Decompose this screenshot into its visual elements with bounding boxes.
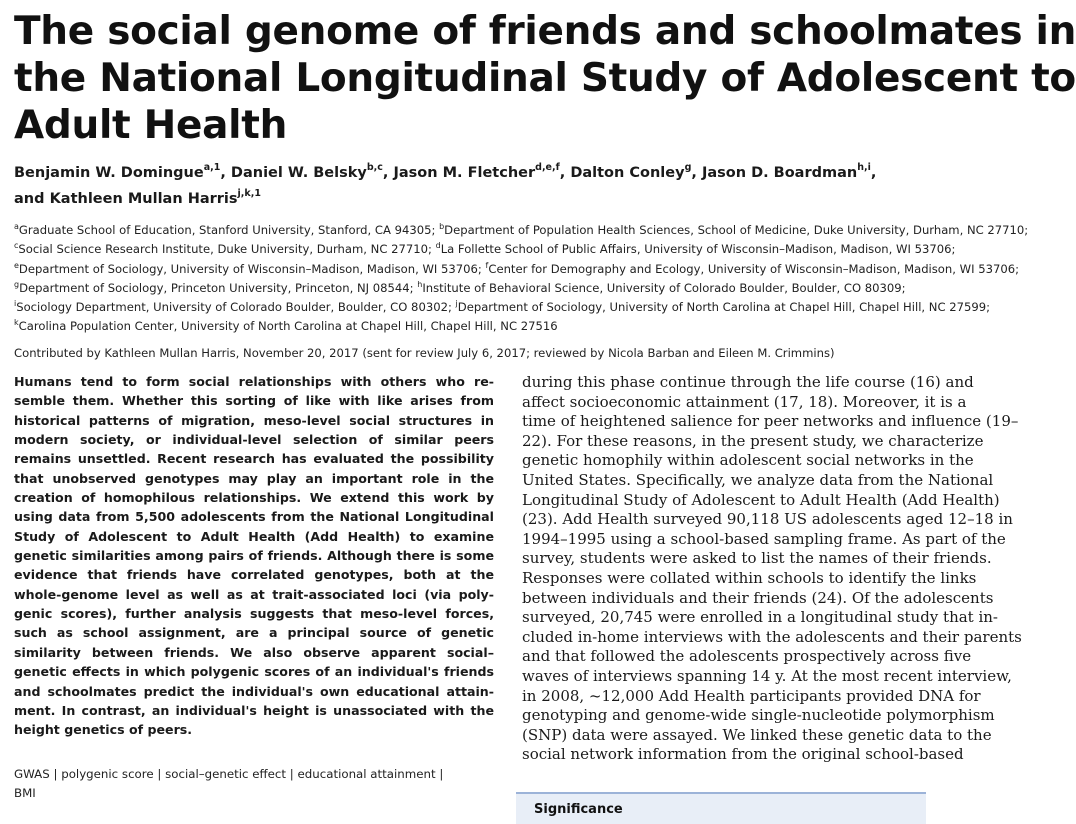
abstract-line: modern society, or individual-level selection of similar peers — [14, 432, 494, 448]
title-line: The social genome of friends and schoolmates in — [14, 9, 1076, 54]
keyword[interactable]: polygenic score — [61, 767, 154, 781]
body-line: 1994–1995 using a school-based sampling frame. As part of the — [522, 529, 1006, 548]
affiliation-sup: b — [439, 222, 445, 231]
body-line: survey, students were asked to list the names of their friends. — [522, 549, 992, 568]
title-line: the National Longitudinal Study of Adolescent to — [14, 56, 1076, 101]
abstract-line: creation of homophilous relationships. We extend this work by — [14, 490, 494, 506]
body-line: between individuals and their friends (24). Of the adolescents — [522, 588, 994, 607]
keywords — [14, 765, 494, 803]
body-line: during this phase continue through the life course (16) and — [522, 373, 974, 391]
author-sup: d,e,f — [535, 162, 560, 173]
abstract-line: and schoolmates predict the individual's own educational attain- — [14, 683, 494, 699]
abstract-line: remains unsettled. Recent research has evaluated the possibility — [14, 451, 494, 467]
keyword[interactable]: BMI — [14, 786, 36, 800]
body-line: United States. Specifically, we analyze data from the National — [522, 470, 994, 489]
affiliation: Graduate School of Education, Stanford University, Stanford, CA 94305; — [18, 222, 436, 237]
body-line: (23). Add Health surveyed 90,118 US adolescents aged 12–18 in — [522, 510, 1013, 529]
keyword[interactable]: educational attainment — [297, 767, 436, 781]
affiliation-sup: j — [455, 299, 458, 309]
affiliation-sup: i — [14, 299, 17, 309]
affiliation: La Follette School of Public Affairs, University of Wisconsin–Madison, Madison, WI 53706; — [440, 242, 956, 257]
body-line: waves of interviews spanning 14 y. At the most recent interview, — [522, 666, 1012, 685]
affiliation: Institute of Behavioral Science, University of Colorado Boulder, Boulder, CO 80309; — [422, 280, 906, 295]
affiliation-sup: k — [14, 318, 19, 328]
author-line: Benjamin W. Domingue$^{a,1}$, Daniel W. Belsky$^{b,c}$, Jason M. Fletcher$^{d,e,f}$, Dalton Conley$^g$, Jason D. Boardman$^{h,i}$, — [14, 162, 877, 181]
abstract-line: such as school assignment, are a principal source of genetic — [14, 625, 494, 641]
author-name[interactable]: Dalton Conley — [570, 164, 685, 181]
author-line — [14, 184, 934, 210]
author-sup: h,i — [857, 162, 871, 173]
body-line: Responses were collated within schools to identify the links — [522, 568, 977, 587]
affiliation: Sociology Department, University of Colorado Boulder, Boulder, CO 80302; — [16, 299, 452, 314]
abstract-line: ment. In contrast, an individual's height is unassociated with the — [14, 702, 494, 718]
abstract-line: that unobserved genotypes may play an important role in the — [14, 470, 494, 486]
abstract — [14, 372, 494, 740]
affiliation: Department of Sociology, University of North Carolina at Chapel Hill, Chapel Hill, NC 27599; — [457, 299, 991, 314]
author-sup: b,c — [366, 162, 383, 173]
body-line: genotyping and genome-wide single-nucleotide polymorphism — [522, 706, 995, 725]
affiliation-sup: a — [14, 222, 19, 231]
body-line: and that followed the adolescents prospectively across five — [522, 647, 972, 666]
affiliation: Carolina Population Center, University of North Carolina at Chapel Hill, Chapel Hill, NC 27516 — [18, 319, 558, 334]
affiliation: Department of Sociology, Princeton University, Princeton, NJ 08544; — [19, 280, 414, 295]
affiliation-sup: d — [435, 241, 441, 251]
body-line: Longitudinal Study of Adolescent to Adult Health (Add Health) — [522, 490, 1000, 509]
abstract-line: evidence that friends have correlated genotypes, both at the — [14, 567, 494, 583]
body-line: affect socioeconomic attainment (17, 18). Moreover, it is a — [522, 392, 967, 411]
body-text — [522, 373, 1022, 765]
abstract-line: using data from 5,500 adolescents from the National Longitudinal — [14, 509, 494, 525]
affiliation: Center for Demography and Ecology, University of Wisconsin–Madison, Madison, WI 53706; — [488, 261, 1019, 276]
body-line: in 2008, ~12,000 Add Health participants provided DNA for — [522, 686, 981, 705]
title-line: Adult Health — [14, 103, 288, 148]
author-sup: g — [684, 162, 692, 173]
affiliation-sup: f — [485, 260, 489, 270]
body-line: surveyed, 20,745 were enrolled in a longitudinal study that in- — [522, 608, 999, 627]
author-name[interactable]: Kathleen Mullan Harris — [49, 190, 238, 207]
author-name[interactable]: Benjamin W. Domingue — [14, 164, 204, 181]
author-list — [14, 158, 934, 210]
abstract-line: genic scores), further analysis suggests that meso-level forces, — [14, 606, 494, 622]
significance-box — [516, 792, 926, 824]
affiliation: Department of Sociology, University of Wisconsin–Madison, Madison, WI 53706; — [18, 261, 482, 276]
body-line: time of heightened salience for peer networks and influence (19– — [522, 412, 1019, 431]
keyword-line: GWAS | polygenic score | social–genetic effect | educational attainment | — [14, 767, 444, 781]
abstract-line: height genetics of peers. — [14, 722, 193, 738]
significance-heading: Significance — [534, 802, 623, 817]
abstract-line: Humans tend to form social relationships with others who re- — [14, 374, 494, 389]
abstract-line: genetic similarities among pairs of friends. Although there is some — [14, 548, 494, 564]
author-sup: a,1 — [203, 162, 221, 173]
affiliation-sup: h — [417, 279, 423, 289]
affiliation-sup: e — [14, 260, 19, 270]
abstract-line: genetic effects in which polygenic scores of an individual's friends — [14, 664, 494, 680]
affiliation: Department of Population Health Sciences, School of Medicine, Duke University, Durham, NC 27710; — [444, 222, 1029, 237]
abstract-line: semble them. Whether this sorting of like with like arises from — [14, 393, 494, 409]
abstract-line: similarity between friends. We also observe apparent social– — [14, 644, 494, 660]
keyword-line — [14, 784, 494, 803]
affiliations — [14, 219, 1029, 335]
body-line: social network information from the original school-based — [522, 745, 964, 764]
contributed-line: Contributed by Kathleen Mullan Harris, November 20, 2017 (sent for review July 6, 2017; reviewed by Nicola Barban and Eileen M. Crimmins) — [14, 346, 835, 360]
abstract-line: Study of Adolescent to Adult Health (Add Health) to examine — [14, 528, 494, 544]
body-line: genetic homophily within adolescent social networks in the — [522, 451, 974, 470]
keyword[interactable]: social–genetic effect — [165, 767, 287, 781]
author-conjunction: and — [14, 190, 45, 207]
author-name[interactable]: Jason D. Boardman — [701, 164, 858, 181]
affiliation-sup: c — [14, 241, 19, 251]
body-line: cluded in-home interviews with the adolescents and their parents — [522, 627, 1022, 646]
abstract-line: historical patterns of migration, meso-level social structures in — [14, 412, 494, 428]
affiliation-sup: g — [14, 279, 20, 289]
abstract-line: whole-genome level as well as at trait-associated loci (via poly- — [14, 586, 494, 602]
body-line: (SNP) data were assayed. We linked these genetic data to the — [522, 725, 992, 744]
author-sup: j,k,1 — [237, 187, 261, 199]
body-line: 22). For these reasons, in the present study, we characterize — [522, 431, 984, 450]
affiliation: Social Science Research Institute, Duke University, Durham, NC 27710; — [18, 242, 432, 257]
article-title — [14, 8, 1076, 149]
author-name[interactable]: Daniel W. Belsky — [230, 164, 367, 181]
keyword[interactable]: GWAS — [14, 767, 50, 781]
author-name[interactable]: Jason M. Fletcher — [393, 164, 536, 181]
